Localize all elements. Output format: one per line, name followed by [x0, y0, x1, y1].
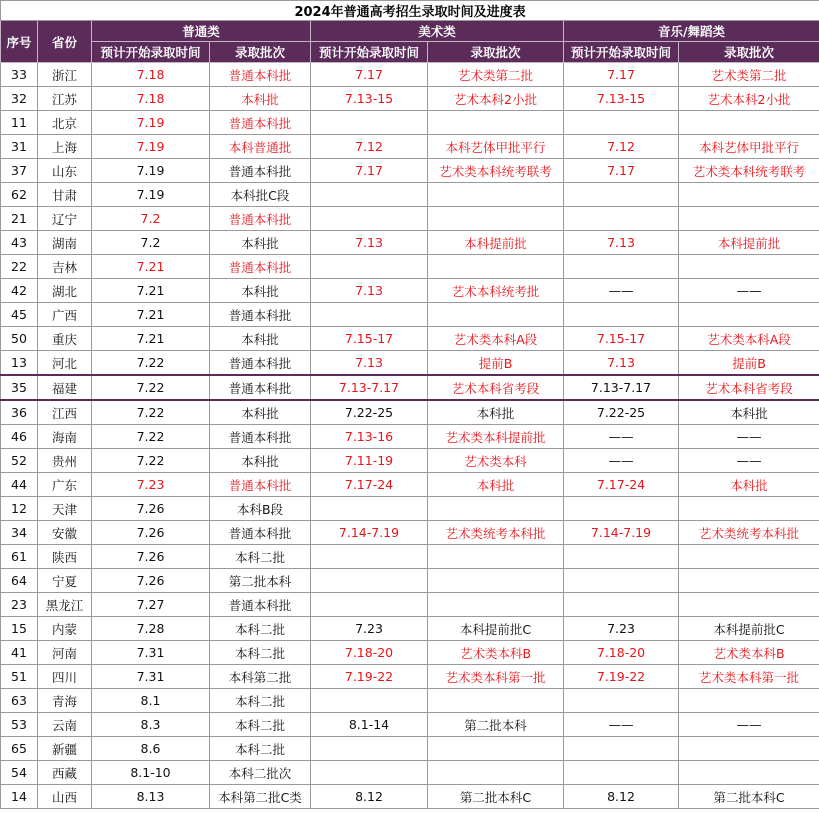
cell-general-batch: 本科B段 [210, 497, 311, 521]
cell-music-start-time: 8.12 [564, 785, 679, 809]
cell-music-batch [679, 569, 819, 593]
cell-seq: 34 [1, 521, 38, 545]
cell-general-batch: 本科二批 [210, 689, 311, 713]
cell-general-batch: 本科批 [210, 400, 311, 425]
cell-art-batch: 艺术类统考本科批 [428, 521, 564, 545]
cell-art-batch: 艺术类本科B [428, 641, 564, 665]
cell-general-start-time: 7.19 [92, 135, 210, 159]
cell-music-batch: 艺术本科2小批 [679, 87, 819, 111]
table-row [1, 713, 819, 737]
cell-art-start-time: 7.13-7.17 [311, 375, 428, 400]
cell-music-batch: 本科艺体甲批平行 [679, 135, 819, 159]
cell-music-batch [679, 497, 819, 521]
header-row-sub [1, 42, 819, 63]
cell-general-start-time: 7.22 [92, 400, 210, 425]
table-row [1, 207, 819, 231]
cell-music-start-time: 7.17-24 [564, 473, 679, 497]
cell-province: 江西 [38, 400, 92, 425]
table-row [1, 641, 819, 665]
cell-province: 贵州 [38, 449, 92, 473]
cell-general-batch: 普通本科批 [210, 159, 311, 183]
cell-province: 新疆 [38, 737, 92, 761]
cell-music-batch [679, 255, 819, 279]
cell-general-start-time: 8.1-10 [92, 761, 210, 785]
cell-art-batch: 艺术本科统考批 [428, 279, 564, 303]
cell-art-start-time [311, 111, 428, 135]
cell-music-start-time [564, 303, 679, 327]
cell-general-batch: 本科二批 [210, 641, 311, 665]
cell-art-batch [428, 111, 564, 135]
cell-seq: 43 [1, 231, 38, 255]
cell-art-start-time [311, 593, 428, 617]
cell-province: 江苏 [38, 87, 92, 111]
table-row [1, 231, 819, 255]
cell-province: 河北 [38, 351, 92, 376]
cell-art-batch: 提前B [428, 351, 564, 376]
header-music-start-time: 预计开始录取时间 [564, 42, 679, 63]
cell-music-start-time: 7.22-25 [564, 400, 679, 425]
cell-seq: 36 [1, 400, 38, 425]
cell-art-batch: 艺术类本科统考联考 [428, 159, 564, 183]
cell-seq: 41 [1, 641, 38, 665]
cell-music-start-time [564, 255, 679, 279]
cell-music-start-time: 7.13 [564, 231, 679, 255]
cell-general-batch: 本科二批 [210, 737, 311, 761]
cell-province: 海南 [38, 425, 92, 449]
cell-music-batch: 本科批 [679, 473, 819, 497]
cell-general-start-time: 8.3 [92, 713, 210, 737]
cell-general-batch: 本科二批 [210, 713, 311, 737]
table-row [1, 665, 819, 689]
cell-music-start-time: 7.19-22 [564, 665, 679, 689]
cell-music-start-time: 7.18-20 [564, 641, 679, 665]
cell-province: 河南 [38, 641, 92, 665]
cell-music-start-time: —— [564, 425, 679, 449]
cell-seq: 50 [1, 327, 38, 351]
cell-province: 重庆 [38, 327, 92, 351]
cell-art-start-time: 7.13 [311, 351, 428, 376]
cell-general-batch: 本科第二批C类 [210, 785, 311, 809]
cell-province: 四川 [38, 665, 92, 689]
cell-art-batch [428, 761, 564, 785]
cell-music-batch: 艺术类本科B [679, 641, 819, 665]
table-row [1, 785, 819, 809]
header-seq: 序号 [1, 21, 38, 63]
cell-art-start-time: 7.15-17 [311, 327, 428, 351]
cell-music-batch: 艺术类本科A段 [679, 327, 819, 351]
cell-general-start-time: 7.22 [92, 375, 210, 400]
header-group-general: 普通类 [92, 21, 311, 42]
table-row [1, 87, 819, 111]
cell-general-batch: 第二批本科 [210, 569, 311, 593]
cell-art-start-time [311, 545, 428, 569]
cell-general-start-time: 7.26 [92, 521, 210, 545]
cell-music-batch [679, 111, 819, 135]
table-row [1, 497, 819, 521]
cell-province: 陕西 [38, 545, 92, 569]
cell-general-batch: 普通本科批 [210, 425, 311, 449]
table-row [1, 327, 819, 351]
cell-art-batch: 艺术类本科提前批 [428, 425, 564, 449]
cell-music-start-time [564, 111, 679, 135]
table-row [1, 473, 819, 497]
cell-seq: 33 [1, 63, 38, 87]
cell-music-batch: 艺术类第二批 [679, 63, 819, 87]
cell-music-batch: 本科提前批C [679, 617, 819, 641]
cell-general-batch: 本科批 [210, 87, 311, 111]
cell-general-start-time: 7.22 [92, 425, 210, 449]
cell-general-start-time: 7.27 [92, 593, 210, 617]
table-row [1, 159, 819, 183]
cell-art-start-time [311, 761, 428, 785]
cell-general-start-time: 7.26 [92, 545, 210, 569]
table-row [1, 521, 819, 545]
cell-music-batch [679, 761, 819, 785]
table-row [1, 545, 819, 569]
cell-music-batch: —— [679, 449, 819, 473]
cell-art-batch: 本科艺体甲批平行 [428, 135, 564, 159]
cell-art-batch [428, 207, 564, 231]
cell-general-start-time: 7.21 [92, 303, 210, 327]
cell-music-start-time [564, 737, 679, 761]
cell-art-batch [428, 183, 564, 207]
cell-seq: 51 [1, 665, 38, 689]
cell-music-start-time: 7.15-17 [564, 327, 679, 351]
cell-art-start-time: 7.13-15 [311, 87, 428, 111]
cell-general-start-time: 8.13 [92, 785, 210, 809]
cell-art-batch: 艺术类本科第一批 [428, 665, 564, 689]
cell-province: 广西 [38, 303, 92, 327]
table-row [1, 375, 819, 400]
cell-art-start-time: 7.13 [311, 231, 428, 255]
cell-art-batch [428, 303, 564, 327]
cell-general-batch: 普通本科批 [210, 63, 311, 87]
table-row [1, 183, 819, 207]
cell-art-batch: 艺术类本科 [428, 449, 564, 473]
cell-seq: 35 [1, 375, 38, 400]
cell-province: 福建 [38, 375, 92, 400]
cell-art-batch: 艺术本科省考段 [428, 375, 564, 400]
cell-seq: 53 [1, 713, 38, 737]
cell-music-start-time [564, 761, 679, 785]
cell-art-batch: 本科批 [428, 473, 564, 497]
cell-music-batch: —— [679, 279, 819, 303]
cell-general-batch: 本科批 [210, 449, 311, 473]
header-art-start-time: 预计开始录取时间 [311, 42, 428, 63]
cell-seq: 52 [1, 449, 38, 473]
cell-seq: 63 [1, 689, 38, 713]
cell-province: 广东 [38, 473, 92, 497]
cell-general-start-time: 7.21 [92, 327, 210, 351]
cell-art-start-time: 7.23 [311, 617, 428, 641]
cell-general-batch: 普通本科批 [210, 255, 311, 279]
cell-seq: 12 [1, 497, 38, 521]
cell-general-start-time: 7.22 [92, 351, 210, 376]
cell-art-start-time: 7.13 [311, 279, 428, 303]
cell-general-batch: 普通本科批 [210, 593, 311, 617]
table-row [1, 135, 819, 159]
cell-art-start-time: 8.1-14 [311, 713, 428, 737]
cell-province: 湖南 [38, 231, 92, 255]
cell-seq: 22 [1, 255, 38, 279]
cell-general-start-time: 7.22 [92, 449, 210, 473]
cell-province: 上海 [38, 135, 92, 159]
table-row [1, 255, 819, 279]
table-row [1, 111, 819, 135]
cell-general-batch: 普通本科批 [210, 207, 311, 231]
cell-art-batch [428, 593, 564, 617]
cell-province: 山东 [38, 159, 92, 183]
cell-art-start-time [311, 183, 428, 207]
cell-music-start-time: 7.13-15 [564, 87, 679, 111]
cell-province: 山西 [38, 785, 92, 809]
cell-music-start-time [564, 593, 679, 617]
cell-music-batch: 本科批 [679, 400, 819, 425]
header-group-art: 美术类 [311, 21, 564, 42]
table-row [1, 351, 819, 376]
cell-art-start-time: 7.17 [311, 159, 428, 183]
cell-province: 青海 [38, 689, 92, 713]
cell-art-start-time [311, 689, 428, 713]
cell-general-start-time: 7.28 [92, 617, 210, 641]
cell-general-start-time: 7.19 [92, 159, 210, 183]
cell-art-batch [428, 689, 564, 713]
header-row-groups [1, 21, 819, 42]
cell-general-start-time: 8.1 [92, 689, 210, 713]
cell-art-start-time: 7.22-25 [311, 400, 428, 425]
cell-art-start-time [311, 207, 428, 231]
cell-music-batch: —— [679, 713, 819, 737]
cell-music-start-time: —— [564, 713, 679, 737]
cell-general-start-time: 7.21 [92, 255, 210, 279]
table-row [1, 617, 819, 641]
table-title: 2024年普通高考招生录取时间及进度表 [1, 1, 819, 21]
cell-province: 西藏 [38, 761, 92, 785]
cell-general-start-time: 7.19 [92, 183, 210, 207]
cell-music-start-time [564, 545, 679, 569]
cell-music-start-time: 7.14-7.19 [564, 521, 679, 545]
table-row [1, 400, 819, 425]
cell-general-batch: 本科二批 [210, 617, 311, 641]
cell-art-start-time: 7.18-20 [311, 641, 428, 665]
cell-general-batch: 本科第二批 [210, 665, 311, 689]
table-row [1, 63, 819, 87]
cell-general-start-time: 7.31 [92, 665, 210, 689]
table-row [1, 569, 819, 593]
cell-music-batch [679, 737, 819, 761]
cell-music-batch [679, 183, 819, 207]
cell-art-start-time [311, 303, 428, 327]
header-province: 省份 [38, 21, 92, 63]
cell-music-start-time: 7.13-7.17 [564, 375, 679, 400]
cell-province: 黑龙江 [38, 593, 92, 617]
cell-seq: 14 [1, 785, 38, 809]
cell-seq: 61 [1, 545, 38, 569]
cell-music-start-time: —— [564, 449, 679, 473]
header-general-start-time: 预计开始录取时间 [92, 42, 210, 63]
cell-music-batch [679, 207, 819, 231]
title-row [1, 1, 819, 21]
cell-province: 云南 [38, 713, 92, 737]
cell-art-batch: 本科提前批 [428, 231, 564, 255]
cell-art-batch [428, 545, 564, 569]
cell-general-start-time: 7.2 [92, 207, 210, 231]
table-row [1, 689, 819, 713]
cell-music-batch [679, 303, 819, 327]
cell-art-start-time [311, 569, 428, 593]
cell-general-batch: 普通本科批 [210, 111, 311, 135]
cell-province: 安徽 [38, 521, 92, 545]
cell-art-batch [428, 497, 564, 521]
cell-general-batch: 普通本科批 [210, 521, 311, 545]
cell-music-start-time [564, 689, 679, 713]
cell-music-batch [679, 545, 819, 569]
cell-general-start-time: 7.2 [92, 231, 210, 255]
cell-general-batch: 本科批 [210, 327, 311, 351]
cell-art-start-time: 7.19-22 [311, 665, 428, 689]
cell-seq: 44 [1, 473, 38, 497]
cell-general-batch: 本科批C段 [210, 183, 311, 207]
cell-music-batch: 提前B [679, 351, 819, 376]
cell-province: 吉林 [38, 255, 92, 279]
cell-art-batch: 艺术类本科A段 [428, 327, 564, 351]
cell-music-start-time [564, 183, 679, 207]
cell-general-batch: 本科批 [210, 231, 311, 255]
cell-general-batch: 普通本科批 [210, 303, 311, 327]
cell-music-start-time: —— [564, 279, 679, 303]
cell-music-batch: 艺术类本科统考联考 [679, 159, 819, 183]
cell-music-batch: —— [679, 425, 819, 449]
cell-music-start-time [564, 207, 679, 231]
cell-seq: 23 [1, 593, 38, 617]
cell-general-batch: 普通本科批 [210, 473, 311, 497]
cell-music-start-time: 7.23 [564, 617, 679, 641]
cell-art-batch [428, 569, 564, 593]
cell-general-start-time: 7.21 [92, 279, 210, 303]
cell-general-start-time: 7.19 [92, 111, 210, 135]
cell-art-start-time: 7.12 [311, 135, 428, 159]
cell-art-start-time: 7.11-19 [311, 449, 428, 473]
cell-art-batch: 本科批 [428, 400, 564, 425]
cell-art-batch: 本科提前批C [428, 617, 564, 641]
cell-province: 浙江 [38, 63, 92, 87]
cell-seq: 15 [1, 617, 38, 641]
cell-art-start-time: 8.12 [311, 785, 428, 809]
cell-general-start-time: 7.18 [92, 87, 210, 111]
cell-seq: 65 [1, 737, 38, 761]
header-group-music-dance: 音乐/舞蹈类 [564, 21, 819, 42]
cell-art-batch [428, 255, 564, 279]
cell-general-batch: 本科普通批 [210, 135, 311, 159]
cell-music-start-time [564, 569, 679, 593]
cell-general-start-time: 7.18 [92, 63, 210, 87]
cell-general-start-time: 7.31 [92, 641, 210, 665]
cell-seq: 37 [1, 159, 38, 183]
cell-art-batch: 艺术类第二批 [428, 63, 564, 87]
table-row [1, 761, 819, 785]
cell-music-batch [679, 689, 819, 713]
cell-art-batch [428, 737, 564, 761]
cell-art-start-time [311, 255, 428, 279]
cell-seq: 32 [1, 87, 38, 111]
cell-general-start-time: 8.6 [92, 737, 210, 761]
cell-general-start-time: 7.26 [92, 569, 210, 593]
cell-seq: 21 [1, 207, 38, 231]
cell-music-start-time [564, 497, 679, 521]
header-music-batch: 录取批次 [679, 42, 819, 63]
cell-art-start-time: 7.17-24 [311, 473, 428, 497]
cell-seq: 62 [1, 183, 38, 207]
cell-seq: 13 [1, 351, 38, 376]
cell-province: 宁夏 [38, 569, 92, 593]
cell-general-batch: 本科二批次 [210, 761, 311, 785]
cell-seq: 42 [1, 279, 38, 303]
cell-music-batch: 艺术类本科第一批 [679, 665, 819, 689]
header-art-batch: 录取批次 [428, 42, 564, 63]
cell-art-start-time [311, 497, 428, 521]
cell-province: 辽宁 [38, 207, 92, 231]
cell-seq: 64 [1, 569, 38, 593]
cell-music-batch [679, 593, 819, 617]
cell-general-batch: 本科批 [210, 279, 311, 303]
cell-music-batch: 艺术本科省考段 [679, 375, 819, 400]
cell-province: 湖北 [38, 279, 92, 303]
cell-art-start-time: 7.13-16 [311, 425, 428, 449]
cell-music-start-time: 7.17 [564, 159, 679, 183]
cell-province: 天津 [38, 497, 92, 521]
cell-art-batch: 第二批本科C [428, 785, 564, 809]
cell-art-start-time: 7.14-7.19 [311, 521, 428, 545]
cell-music-batch: 艺术类统考本科批 [679, 521, 819, 545]
cell-music-batch: 第二批本科C [679, 785, 819, 809]
cell-seq: 46 [1, 425, 38, 449]
cell-seq: 45 [1, 303, 38, 327]
cell-art-start-time [311, 737, 428, 761]
table-body [1, 63, 819, 809]
cell-seq: 31 [1, 135, 38, 159]
header-general-batch: 录取批次 [210, 42, 311, 63]
cell-music-batch: 本科提前批 [679, 231, 819, 255]
cell-music-start-time: 7.13 [564, 351, 679, 376]
table-row [1, 593, 819, 617]
cell-general-batch: 普通本科批 [210, 375, 311, 400]
cell-province: 内蒙 [38, 617, 92, 641]
table-row [1, 279, 819, 303]
cell-general-start-time: 7.26 [92, 497, 210, 521]
cell-province: 甘肃 [38, 183, 92, 207]
cell-seq: 11 [1, 111, 38, 135]
cell-general-batch: 本科二批 [210, 545, 311, 569]
cell-seq: 54 [1, 761, 38, 785]
cell-general-start-time: 7.23 [92, 473, 210, 497]
cell-music-start-time: 7.12 [564, 135, 679, 159]
cell-province: 北京 [38, 111, 92, 135]
table-row [1, 303, 819, 327]
cell-general-batch: 普通本科批 [210, 351, 311, 376]
cell-art-start-time: 7.17 [311, 63, 428, 87]
table-row [1, 449, 819, 473]
table-row [1, 737, 819, 761]
cell-music-start-time: 7.17 [564, 63, 679, 87]
cell-art-batch: 第二批本科 [428, 713, 564, 737]
cell-art-batch: 艺术本科2小批 [428, 87, 564, 111]
table-row [1, 425, 819, 449]
